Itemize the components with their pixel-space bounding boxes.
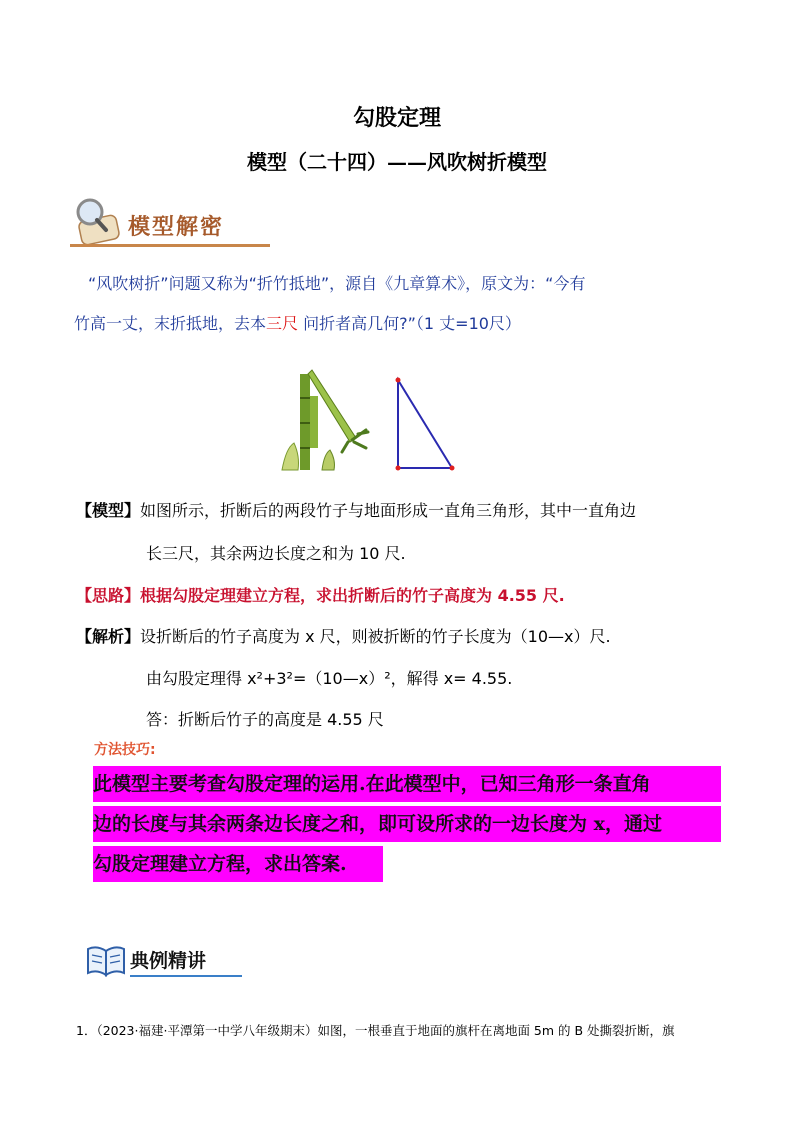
section-title: 模型解密	[128, 214, 225, 240]
tips-line-2: 边的长度与其余两条边长度之和，即可设所求的一边长度为 x，通过	[93, 813, 662, 835]
section-header-examples	[84, 937, 244, 981]
solution-line-3: 答：折断后竹子的高度是 4.55 尺	[146, 710, 384, 729]
tips-label: 方法技巧:	[94, 742, 156, 758]
intro-line-1	[74, 267, 734, 301]
section-underline	[70, 244, 270, 247]
model-line-1	[76, 492, 736, 530]
intro-text: “风吹树折”问题又称为“折竹抵地”，源自《九章算术》，原文为：“今有	[88, 274, 586, 293]
bamboo-illustration	[252, 368, 472, 478]
tips-line-3: 勾股定理建立方程，求出答案.	[93, 853, 347, 875]
idea-text: 根据勾股定理建立方程，求出折断后的竹子高度为 4.55 尺.	[140, 586, 565, 605]
idea-label: 【思路】	[76, 586, 141, 605]
open-book-icon	[84, 939, 128, 979]
model-text: 如图所示，折断后的两段竹子与地面形成一直角三角形，其中一直角边	[140, 501, 637, 520]
section-header-model-secret	[62, 196, 272, 252]
intro-text: 问折者高几何?”（1 丈=10尺）	[298, 314, 521, 333]
solution-line-2: 由勾股定理得 x²+3²=（10—x）²，解得 x= 4.55.	[146, 669, 513, 688]
tips-line-1: 此模型主要考查勾股定理的运用.在此模型中，已知三角形一条直角	[93, 773, 651, 795]
idea-line	[76, 577, 736, 615]
solution-text: 设折断后的竹子高度为 x 尺，则被折断的竹子长度为（10—x）尺.	[140, 627, 611, 646]
intro-line-2	[74, 307, 734, 341]
page-title: 勾股定理	[352, 105, 441, 131]
section-underline	[130, 975, 242, 977]
magnifier-scroll-icon	[66, 196, 126, 248]
page-subtitle: 模型（二十四）——风吹树折模型	[247, 150, 547, 174]
model-line-2: 长三尺，其余两边长度之和为 10 尺.	[146, 544, 406, 563]
solution-label: 【解析】	[76, 627, 141, 646]
model-label: 【模型】	[76, 501, 141, 520]
solution-line-1	[76, 618, 736, 656]
intro-text: 竹高一丈，末折抵地，去本	[74, 314, 267, 333]
section-title: 典例精讲	[130, 950, 207, 972]
intro-red-text: 三尺	[266, 314, 299, 333]
question-1: 1．（2023·福建·平潭第一中学八年级期末）如图，一根垂直于地面的旗杆在离地面 5m 的 B 处撕裂折断，旗	[76, 1023, 675, 1038]
